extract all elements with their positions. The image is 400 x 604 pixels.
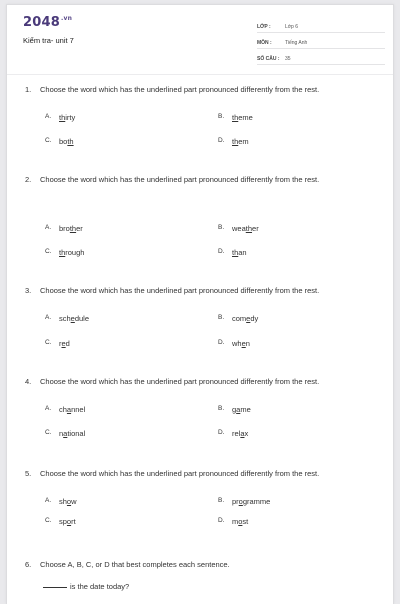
site-logo[interactable] bbox=[23, 15, 72, 30]
option-letter: B. bbox=[218, 497, 225, 504]
question-text: Choose A, B, C, or D that best completes each sentence. bbox=[40, 560, 230, 569]
question-number: 1. bbox=[25, 85, 32, 94]
quiz-meta-info bbox=[257, 17, 385, 65]
meta-key: MÔN : bbox=[257, 40, 272, 46]
option-word: most bbox=[232, 517, 249, 526]
option-letter: D. bbox=[218, 339, 225, 346]
quiz-page bbox=[6, 4, 394, 604]
answer-option-c[interactable] bbox=[45, 339, 70, 348]
option-word: weather bbox=[232, 224, 259, 233]
answer-options bbox=[25, 491, 385, 557]
option-word: brother bbox=[59, 224, 83, 233]
question bbox=[25, 558, 385, 594]
option-word: when bbox=[232, 339, 250, 348]
option-word: show bbox=[59, 497, 77, 506]
meta-value: 35 bbox=[285, 56, 291, 62]
answer-option-b[interactable] bbox=[218, 113, 253, 122]
answer-option-a[interactable] bbox=[45, 497, 77, 506]
question-number: 5. bbox=[25, 469, 32, 478]
option-word: through bbox=[59, 248, 85, 257]
logo-text: 2048 bbox=[23, 15, 60, 30]
question-text: Choose the word which has the underlined part pronounced differently from the rest. bbox=[40, 377, 320, 386]
answer-option-d[interactable] bbox=[218, 248, 247, 257]
answer-options bbox=[25, 197, 385, 263]
option-letter: C. bbox=[45, 339, 52, 346]
option-word: sport bbox=[59, 517, 76, 526]
option-letter: A. bbox=[45, 497, 52, 504]
option-letter: B. bbox=[218, 113, 225, 120]
answer-blank bbox=[43, 580, 67, 588]
answer-option-c[interactable] bbox=[45, 137, 74, 146]
question-text: Choose the word which has the underlined part pronounced differently from the rest. bbox=[40, 286, 320, 295]
meta-key: LỚP : bbox=[257, 24, 271, 30]
option-letter: A. bbox=[45, 314, 52, 321]
option-letter: C. bbox=[45, 248, 52, 255]
option-word: national bbox=[59, 429, 86, 438]
question bbox=[25, 83, 385, 173]
option-letter: D. bbox=[218, 429, 225, 436]
question-number: 6. bbox=[25, 560, 32, 569]
answer-option-d[interactable] bbox=[218, 517, 248, 526]
answer-option-a[interactable] bbox=[45, 314, 89, 323]
meta-value: Lớp 6 bbox=[285, 24, 299, 30]
answer-option-b[interactable] bbox=[218, 405, 251, 414]
answer-options bbox=[25, 107, 385, 173]
option-letter: B. bbox=[218, 405, 225, 412]
option-letter: A. bbox=[45, 224, 52, 231]
option-word: programme bbox=[232, 497, 271, 506]
answer-option-c[interactable] bbox=[45, 429, 85, 438]
meta-value: Tiếng Anh bbox=[285, 40, 308, 46]
question bbox=[25, 284, 385, 374]
option-letter: D. bbox=[218, 517, 225, 524]
option-word: than bbox=[232, 248, 247, 257]
fill-in-sentence bbox=[25, 580, 385, 594]
option-word: game bbox=[232, 405, 251, 414]
question bbox=[25, 173, 385, 263]
option-letter: C. bbox=[45, 517, 52, 524]
quiz-title: Kiểm tra- unit 7 bbox=[23, 36, 74, 45]
meta-row-question-count bbox=[257, 49, 385, 65]
option-letter: D. bbox=[218, 248, 225, 255]
option-letter: B. bbox=[218, 224, 225, 231]
header-divider bbox=[7, 74, 393, 75]
question-text: Choose the word which has the underlined part pronounced differently from the rest. bbox=[40, 85, 320, 94]
question bbox=[25, 375, 385, 465]
option-word: theme bbox=[232, 113, 253, 122]
option-letter: B. bbox=[218, 314, 225, 321]
option-letter: A. bbox=[45, 113, 52, 120]
logo-suffix: .vn bbox=[60, 15, 73, 22]
sentence-text: is the date today? bbox=[70, 582, 130, 591]
answer-option-d[interactable] bbox=[218, 429, 248, 438]
answer-option-c[interactable] bbox=[45, 517, 76, 526]
answer-option-a[interactable] bbox=[45, 405, 85, 414]
option-letter: C. bbox=[45, 137, 52, 144]
answer-option-d[interactable] bbox=[218, 137, 249, 146]
question-number: 3. bbox=[25, 286, 32, 295]
option-letter: C. bbox=[45, 429, 52, 436]
answer-options bbox=[25, 399, 385, 465]
option-word: relax bbox=[232, 429, 249, 438]
question-text: Choose the word which has the underlined part pronounced differently from the rest. bbox=[40, 469, 320, 478]
option-word: schedule bbox=[59, 314, 90, 323]
answer-option-c[interactable] bbox=[45, 248, 84, 257]
answer-option-a[interactable] bbox=[45, 224, 83, 233]
option-letter: A. bbox=[45, 405, 52, 412]
question-number: 4. bbox=[25, 377, 32, 386]
answer-option-b[interactable] bbox=[218, 497, 270, 506]
question-text: Choose the word which has the underlined part pronounced differently from the rest. bbox=[40, 175, 320, 184]
answer-option-d[interactable] bbox=[218, 339, 250, 348]
meta-row-subject bbox=[257, 33, 385, 49]
question bbox=[25, 467, 385, 557]
answer-option-b[interactable] bbox=[218, 314, 258, 323]
option-word: them bbox=[232, 137, 249, 146]
question-number: 2. bbox=[25, 175, 32, 184]
answer-option-b[interactable] bbox=[218, 224, 259, 233]
option-word: red bbox=[59, 339, 70, 348]
option-word: channel bbox=[59, 405, 86, 414]
answer-options bbox=[25, 308, 385, 374]
option-word: both bbox=[59, 137, 74, 146]
answer-option-a[interactable] bbox=[45, 113, 75, 122]
option-word: comedy bbox=[232, 314, 259, 323]
meta-key: SỐ CÂU : bbox=[257, 56, 280, 62]
option-letter: D. bbox=[218, 137, 225, 144]
meta-row-class bbox=[257, 17, 385, 33]
option-word: thirty bbox=[59, 113, 76, 122]
